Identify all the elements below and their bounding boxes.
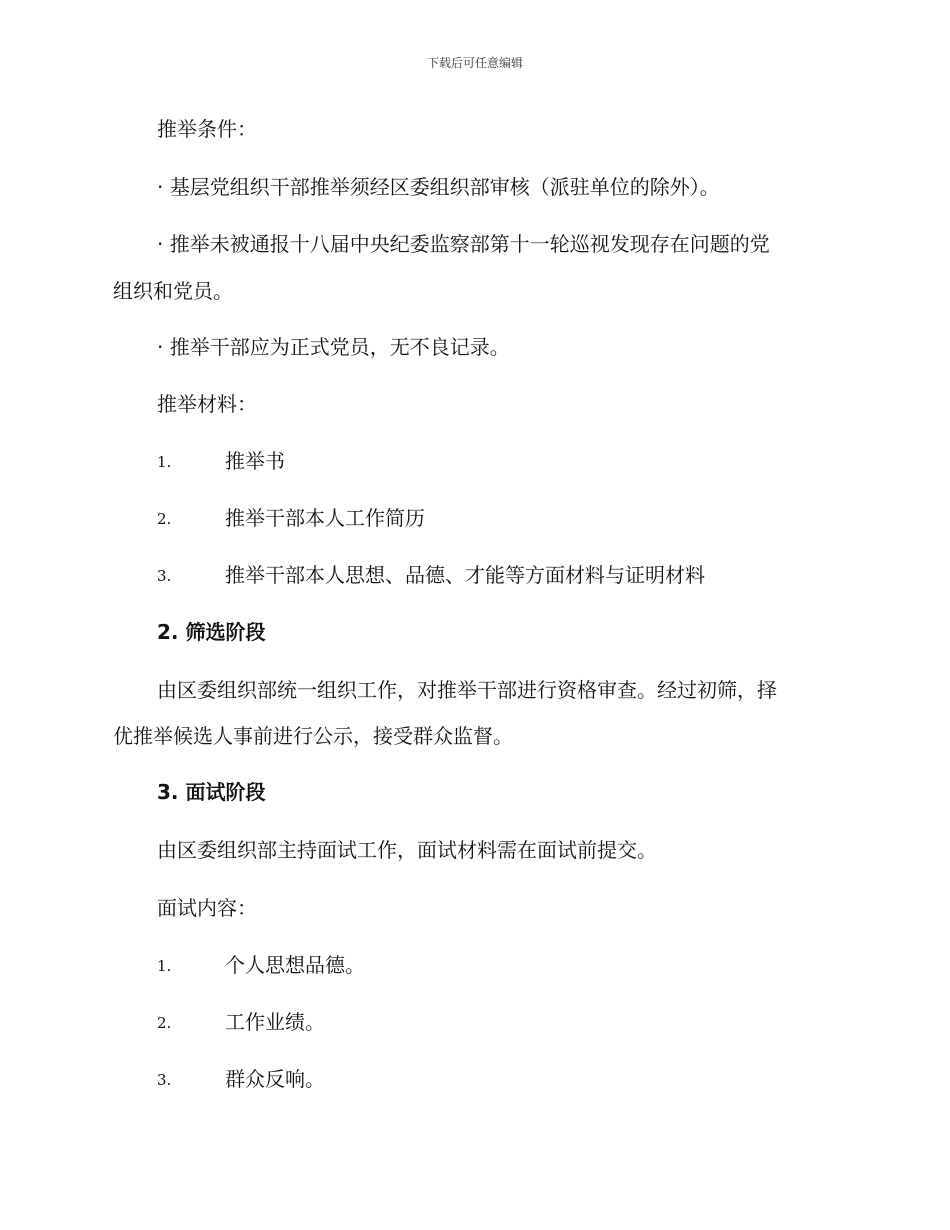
list-number: 3. [157, 567, 172, 585]
material-item: 推举书 [225, 449, 285, 473]
material-item: 推举干部本人工作简历 [225, 506, 425, 530]
list-number: 1. [157, 957, 172, 975]
page-header-note: 下载后可任意编辑 [426, 56, 523, 70]
material-item: 推举干部本人思想、品德、才能等方面材料与证明材料 [225, 563, 705, 587]
section-heading-interview: 3. 面试阶段 [157, 780, 266, 804]
section-heading-screening: 2. 筛选阶段 [157, 620, 266, 644]
condition-item: · 基层党组织干部推举须经区委组织部审核（派驻单位的除外）。 [157, 175, 720, 199]
paragraph-line: 由区委组织部主持面试工作，面试材料需在面试前提交。 [157, 838, 657, 862]
list-number: 1. [157, 453, 172, 471]
condition-item: · 推举未被通报十八届中央纪委监察部第十一轮巡视发现存在问题的党 [157, 232, 770, 256]
interview-item: 个人思想品德。 [225, 953, 365, 977]
materials-title: 推举材料： [157, 392, 257, 416]
list-number: 3. [157, 1071, 172, 1089]
interview-content-title: 面试内容： [157, 896, 257, 920]
list-number: 2. [157, 1014, 172, 1032]
conditions-title: 推举条件： [157, 117, 257, 141]
list-number: 2. [157, 510, 172, 528]
interview-item: 工作业绩。 [225, 1010, 325, 1034]
interview-item: 群众反响。 [225, 1067, 325, 1091]
condition-item-continued: 组织和党员。 [113, 279, 233, 303]
paragraph-line: 优推举候选人事前进行公示，接受群众监督。 [113, 724, 513, 748]
paragraph-line: 由区委组织部统一组织工作，对推举干部进行资格审查。经过初筛，择 [157, 678, 777, 702]
condition-item: · 推举干部应为正式党员，无不良记录。 [157, 335, 510, 359]
